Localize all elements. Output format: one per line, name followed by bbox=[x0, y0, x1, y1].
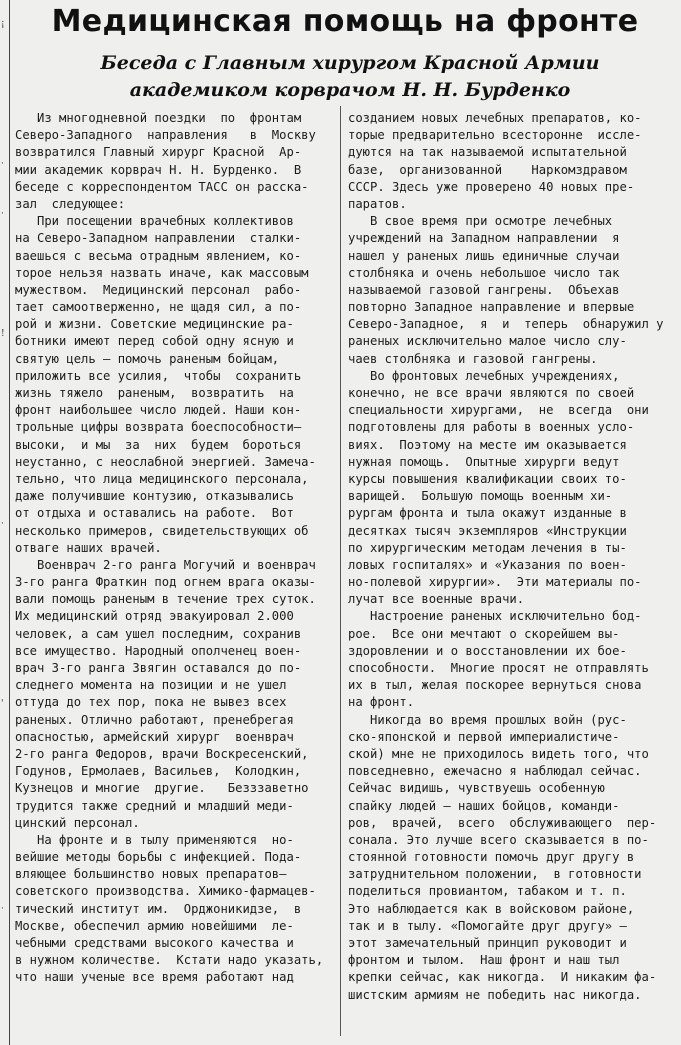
article-text-line: называемой газовой гангрены. Объехав bbox=[348, 282, 620, 297]
article-text-line: несколько примеров, свидетельствующих об bbox=[15, 523, 309, 538]
article-text-line: шистским армиям не победить нас никогда. bbox=[348, 987, 642, 1002]
subheadline-line: Беседа с Главным хирургом Красной Армии bbox=[100, 52, 600, 74]
article-text-line: раненых исключительно малое число слу- bbox=[348, 334, 627, 349]
article-text-line: торое нельзя назвать иначе, как массовым bbox=[15, 265, 309, 280]
article-text-line: базе, организованной Наркомздравом bbox=[348, 162, 627, 177]
article-text-line: мужеством. Медицинский персонал рабо- bbox=[15, 282, 302, 297]
article-text-line: Настроение раненых исключительно бод- bbox=[348, 609, 642, 624]
article-text-line: врач 3-го ранга Звягин оставался до по- bbox=[15, 661, 302, 675]
left-margin-strip bbox=[0, 0, 12, 1045]
article-text-line: но-полевой хирургии». Эти материалы по- bbox=[348, 575, 642, 590]
article-text-line: даже получившие контузию, отказывались bbox=[15, 489, 294, 504]
article-text-line: подготовлены для работы в военных усло- bbox=[348, 420, 635, 435]
article-text-line: Кузнецов и многие другие. Безззаветно bbox=[15, 781, 309, 796]
article-subheadline bbox=[60, 50, 640, 104]
article-text-line: созданием новых лечебных препаратов, ко- bbox=[348, 111, 642, 125]
article-text-line: спайку людей — наших бойцов, команди- bbox=[348, 798, 620, 813]
article-text-line: на фронт. bbox=[348, 695, 415, 710]
article-text-line: торые предварительно всесторонне иссле- bbox=[348, 128, 642, 143]
article-text-line: оттуда до тех пор, пока не вывез всех bbox=[15, 695, 287, 710]
article-text-line: Военврач 2-го ранга Могучий и военврач bbox=[15, 557, 316, 572]
article-text-line: Это наблюдается как в войсковом районе, bbox=[348, 901, 635, 916]
article-text-line: ловых госпиталях» и «Указания по воен- bbox=[348, 557, 627, 572]
article-text-line: 3-го ранга Фраткин под огнем врага оказы- bbox=[15, 575, 316, 590]
article-text-line: Москве, обеспечил армию новейшими ле- bbox=[15, 918, 294, 933]
margin-mark: ' bbox=[1, 699, 4, 709]
article-text-line: специальности хирургами, не всегда они bbox=[348, 403, 649, 418]
article-text-line: советского производства. Химико-фармацев- bbox=[15, 884, 316, 899]
article-text-line: от отдыха и оставались на работе. Вот bbox=[15, 506, 294, 521]
article-text-line: дуются на так называемой испытательной bbox=[348, 145, 627, 160]
article-text-line: рой и жизни. Советские медицинские ра- bbox=[15, 317, 294, 332]
article-text-line: вейшие методы борьбы с инфекцией. Пода- bbox=[15, 850, 302, 865]
article-text-line: нашел у раненых лишь единичные случаи bbox=[348, 248, 620, 263]
article-text-line: жизнь тяжело раненым, возвратить на bbox=[15, 386, 294, 400]
margin-mark: ! bbox=[1, 329, 5, 339]
article-text-line: вляющее большинство новых препаратов— bbox=[15, 867, 287, 882]
article-text-line: высоки, и мы за них будем бороться bbox=[15, 437, 302, 452]
article-text-line: зал следующее: bbox=[15, 196, 126, 211]
article-text-line: чаев столбняка и газовой гангрены. bbox=[348, 351, 598, 366]
article-text-line: отваге наших врачей. bbox=[15, 540, 162, 555]
article-text-line: рое. Все они мечтают о скорейшем вы- bbox=[348, 626, 620, 641]
article-text-line: по хирургическим методам лечения в ты- bbox=[348, 540, 627, 555]
article-text-line: цинский персонал. bbox=[15, 815, 140, 830]
article-text-line: тает самоотверженно, не щадя сил, а по- bbox=[15, 300, 302, 315]
article-text-line: фронт наибольшее число людей. Наши кон- bbox=[15, 403, 302, 418]
article-text-line: нужная помощь. Опытные хирурги ведут bbox=[348, 454, 620, 469]
article-text-line: человек, а сам ушел последним, сохранив bbox=[15, 626, 302, 641]
article-text-line: тический институт им. Орджоникидзе, в bbox=[15, 901, 302, 916]
article-text-line: крепки сейчас, как никогда. И никаким фа- bbox=[348, 970, 657, 985]
article-text-line: ваешься с весьма отрадным явлением, ко- bbox=[15, 248, 302, 263]
article-headline: Медицинская помощь на фронте bbox=[51, 4, 639, 39]
article-text-line: В свое время при осмотре лечебных bbox=[348, 214, 613, 229]
article-text-line: паратов. bbox=[348, 196, 407, 211]
article-text-line: лучат все военные врачи. bbox=[348, 592, 525, 607]
article-text-line: десятках тысяч экземпляров «Инструкции bbox=[348, 523, 627, 538]
article-text-line: неустанно, с неослабной энергией. Замеча- bbox=[15, 454, 316, 469]
article-text-line: вали помощь раненым в течение трех суток. bbox=[15, 592, 316, 607]
article-text-line: способности. Многие просят не отправлять bbox=[348, 661, 649, 675]
article-text-line: повседневно, ежечасно я наблюдал сейчас. bbox=[348, 764, 642, 779]
article-text-line: 2-го ранга Федоров, врачи Воскресенский, bbox=[15, 746, 309, 761]
article-text-line: фронтом и тылом. Наш фронт и наш тыл bbox=[348, 953, 620, 968]
article-text-line: На фронте и в тылу применяются но- bbox=[15, 832, 294, 847]
article-text-line: этот замечательный принцип руководит и bbox=[348, 936, 627, 950]
article-text-line: ской) мне не приходилось видеть того, что bbox=[348, 746, 649, 761]
article-text-line: затруднительном положении, в готовности bbox=[348, 867, 642, 882]
article-text-line: Никогда во время прошлых войн (рус- bbox=[348, 712, 627, 727]
article-text-line: приложить все усилия, чтобы сохранить bbox=[15, 368, 302, 383]
article-text-line: варищей. Большую помощь военным хи- bbox=[348, 489, 613, 504]
margin-mark: ¡ bbox=[1, 19, 5, 29]
article-text-line: сонала. Это лучше всего сказывается в по- bbox=[348, 832, 649, 847]
article-text-line: учреждений на Западном направлении я bbox=[348, 231, 620, 246]
article-text-line: трудится также средний и младший меди- bbox=[15, 798, 294, 813]
article-text-line: ров, врачей, всего обслуживающего пер- bbox=[348, 815, 657, 830]
article-text-line: святую цель — помочь раненым бойцам, bbox=[15, 351, 280, 366]
margin-mark: · bbox=[1, 209, 4, 219]
article-text-line: все имущество. Народный ополченец воен- bbox=[15, 643, 302, 658]
article-text-line: Во фронтовых лечебных учреждениях, bbox=[348, 368, 620, 383]
subheadline-line: академиком корврачом Н. Н. Бурденко bbox=[129, 79, 571, 101]
article-text-line: трольные цифры возврата боеспособности— bbox=[15, 420, 302, 435]
margin-mark: · bbox=[1, 904, 4, 914]
article-text-line: в нужном количестве. Кстати надо указать, bbox=[15, 953, 324, 968]
article-text-line: Северо-Западного направления в Москву bbox=[15, 128, 316, 143]
article-text-line: тельно, что лица медицинского персонала, bbox=[15, 471, 309, 486]
article-text-line: что наши ученые все время работают над bbox=[15, 970, 294, 985]
article-text-line: их в тыл, желая поскорее вернуться снова bbox=[348, 678, 642, 693]
article-text-line: курсы повышения квалификации своих то- bbox=[348, 471, 627, 486]
article-left-column bbox=[15, 110, 333, 987]
margin-mark: · bbox=[1, 519, 4, 529]
article-text-line: При посещении врачебных коллективов bbox=[15, 214, 294, 229]
margin-mark: · bbox=[1, 159, 4, 169]
article-text-line: здоровлении и о восстановлении их бое- bbox=[348, 643, 627, 658]
article-text-line: чебными средствами высокого качества и bbox=[15, 936, 294, 950]
article-text-line: так и в тылу. «Помогайте друг другу» — bbox=[348, 918, 627, 933]
article-text-line: поделиться провиантом, табаком и т. п. bbox=[348, 884, 627, 899]
article-text-line: Из многодневной поездки по фронтам bbox=[15, 111, 302, 125]
article-text-line: виях. Поэтому на месте им оказывается bbox=[348, 437, 627, 452]
article-text-line: конечно, не все врачи являются по своей bbox=[348, 386, 635, 400]
article-text-line: опасностью, армейский хирург военврач bbox=[15, 729, 294, 744]
left-margin-rule bbox=[9, 0, 10, 1045]
article-text-line: рургам фронта и тыла окажут изданные в bbox=[348, 506, 627, 521]
article-right-column bbox=[348, 110, 673, 1004]
article-text-line: Северо-Западное, я и теперь обнаружил у bbox=[348, 317, 664, 332]
article-text-line: следнего момента на позиции и не ушел bbox=[15, 678, 287, 693]
article-text-line: беседе с корреспондентом ТАСС он расска- bbox=[15, 179, 309, 194]
article-text-line: ско-японской и первой империалистиче- bbox=[348, 729, 620, 744]
article-text-line: на Северо-Западном направлении сталки- bbox=[15, 231, 302, 246]
article-text-line: столбняка и очень небольшое число так bbox=[348, 265, 620, 280]
article-text-line: возвратился Главный хирург Красной Ар- bbox=[15, 145, 302, 160]
article-text-line: стоянной готовности помочь друг другу в bbox=[348, 850, 635, 865]
article-text-line: Их медицинский отряд эвакуировал 2.000 bbox=[15, 609, 294, 624]
article-text-line: СССР. Здесь уже проверено 40 новых пре- bbox=[348, 179, 635, 194]
article-text-line: Годунов, Ермолаев, Васильев, Колодкин, bbox=[15, 764, 302, 779]
article-text-line: Сейчас видишь, чувствуешь особенную bbox=[348, 781, 605, 796]
article-text-line: повторно Западное направление и впервые bbox=[348, 300, 635, 315]
column-divider bbox=[340, 106, 341, 1036]
article-text-line: мии академик корврач Н. Н. Бурденко. В bbox=[15, 162, 302, 177]
article-text-line: ботники имеют перед собой одну ясную и bbox=[15, 334, 294, 349]
article-text-line: раненых. Отлично работают, пренебрегая bbox=[15, 712, 294, 727]
